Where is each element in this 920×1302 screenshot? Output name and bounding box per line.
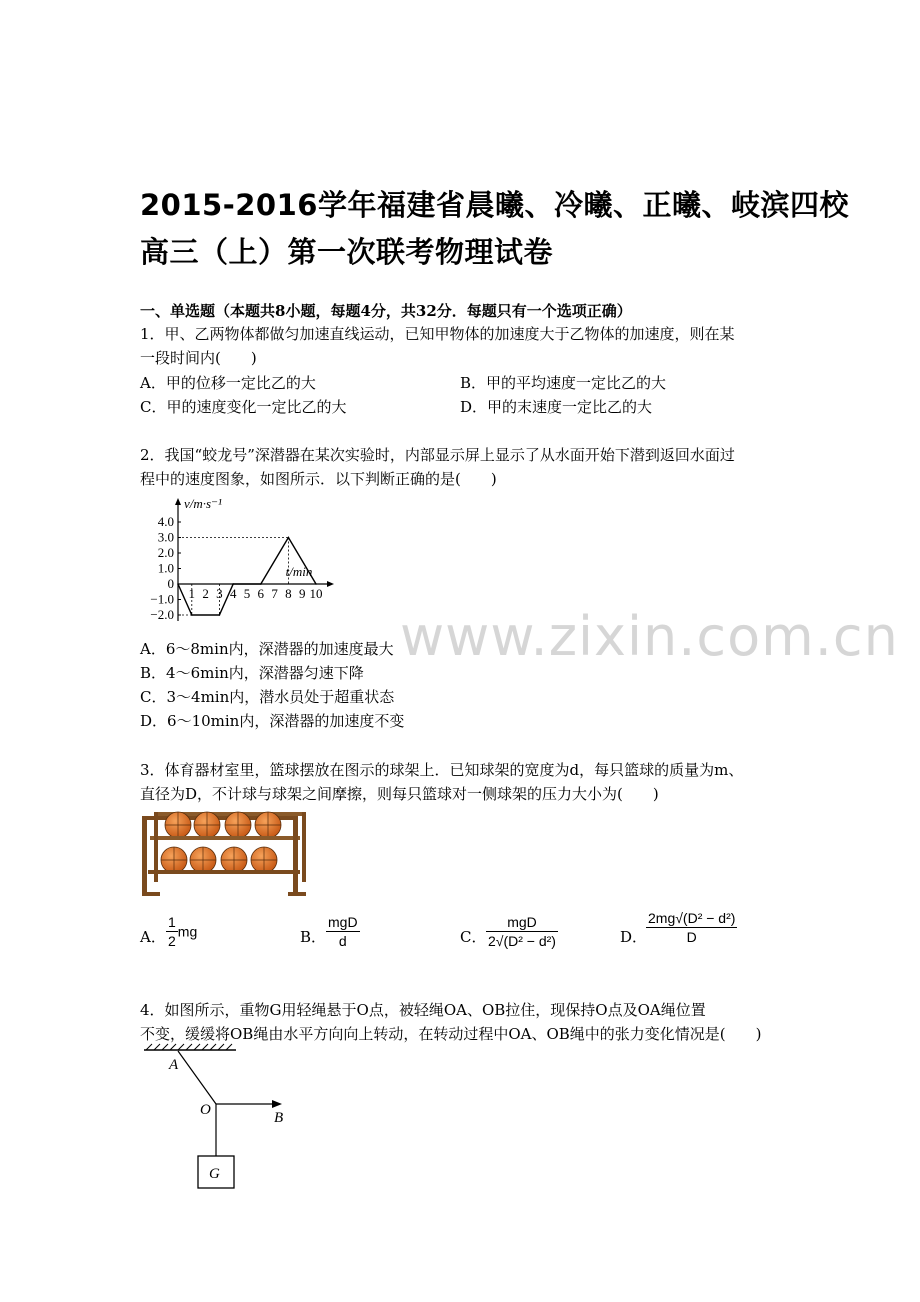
chart-point (232, 583, 234, 585)
ob-arrow-icon (272, 1100, 282, 1108)
q3-option-a-label: A． (140, 928, 166, 946)
chart-y-tick-label: 2.0 (157, 545, 174, 560)
watermark: www.zixin.com.cn (400, 605, 899, 668)
label-b: B (274, 1110, 284, 1126)
q1-option-d: D．甲的末速度一定比乙的大 (460, 398, 653, 416)
q2-option-b: B．4～6min内，深潜器匀速下降 (140, 664, 364, 682)
q3-b-numerator: mgD (328, 914, 358, 930)
chart-x-tick-label: 1 (188, 586, 196, 601)
chart-point (315, 583, 317, 585)
chart-x-axis-label: t/min (285, 564, 313, 579)
chart-x-tick-label: 8 (285, 586, 292, 601)
chart-x-tick-label: 3 (216, 586, 223, 601)
q3-option-a-formula (166, 914, 197, 949)
chart-y-axis-arrow (175, 498, 181, 505)
chart-x-tick-label: 5 (243, 586, 251, 601)
chart-x-tick-label: 9 (298, 586, 306, 601)
chart-x-tick-label: 7 (271, 586, 278, 601)
chart-point (177, 583, 179, 585)
exam-title-line2: 高三（上）第一次联考物理试卷 (140, 235, 554, 269)
q2-option-d: D．6～10min内，深潜器的加速度不变 (140, 712, 405, 730)
q3-a-denominator: 2 (168, 933, 176, 949)
bottom-row-balls (161, 847, 277, 873)
q2-stem-line1: 2．我国“蛟龙号”深潜器在某次实验时，内部显示屏上显示了从水面开始下潜到返回水面过 (140, 446, 735, 464)
basketball-rack-figure (140, 808, 308, 898)
q2-stem-line2: 程中的速度图象，如图所示．以下判断正确的是( ) (140, 470, 497, 488)
q3-d-denominator: D (646, 927, 737, 945)
ceiling-hatch (146, 1044, 232, 1050)
chart-x-axis-arrow (327, 581, 334, 587)
q3-a-tail: mg (177, 923, 198, 940)
chart-x-tick-label: 2 (202, 586, 209, 601)
q3-stem-line1: 3．体育器材室里，篮球摆放在图示的球架上．已知球架的宽度为d，每只篮球的质量为m、 (140, 761, 744, 779)
q4-stem-line2: 不变，缓缓将OB绳由水平方向向上转动，在转动过程中OA、OB绳中的张力变化情况是( ) (140, 1025, 762, 1043)
section-heading: 一、单选题（本题共8小题，每题4分，共32分．每题只有一个选项正确） (140, 302, 632, 320)
chart-y-tick-label: −1.0 (150, 591, 174, 607)
q3-option-b-label: B． (300, 928, 327, 946)
chart-y-tick-label: 1.0 (157, 560, 174, 576)
q3-a-numerator: 1 (168, 914, 176, 930)
q3-d-numerator: 2mg√(D² − d²) (648, 910, 736, 926)
chart-x-tick-label: 4 (229, 586, 237, 601)
chart-point (288, 537, 290, 539)
q3-option-c-label: C． (460, 928, 487, 946)
chart-point (260, 583, 262, 585)
q1-option-c: C．甲的速度变化一定比乙的大 (140, 398, 347, 416)
q1-option-a: A．甲的位移一定比乙的大 (140, 374, 316, 392)
chart-y-tick-label: 0 (167, 576, 174, 591)
chart-y-tick-label: 3.0 (157, 529, 174, 545)
q3-c-denominator: 2√(D² − d²) (488, 933, 556, 949)
chart-x-tick-label: 10 (309, 586, 323, 601)
q2-option-a: A．6～8min内，深潜器的加速度最大 (140, 640, 394, 658)
rack-bottom-rail (148, 870, 300, 874)
q1-option-b: B．甲的平均速度一定比乙的大 (460, 374, 667, 392)
label-a: A (169, 1057, 179, 1073)
label-o: O (200, 1102, 211, 1118)
label-g: G (209, 1166, 220, 1182)
q3-stem-line2: 直径为D，不计球与球架之间摩擦，则每只篮球对一侧球架的压力大小为( ) (140, 785, 659, 803)
q1-stem-line2: 一段时间内( ) (140, 349, 257, 367)
q3-option-b-formula (326, 914, 360, 949)
chart-y-tick-label: −2.0 (150, 607, 174, 622)
exam-title-line1: 2015-2016学年福建省晨曦、冷曦、正曦、岐滨四校 (140, 188, 849, 222)
chart-point (191, 614, 193, 616)
q4-stem-line1: 4．如图所示，重物G用轻绳悬于O点，被轻绳OA、OB拉住，现保持O点及OA绳位置 (140, 1001, 706, 1019)
chart-x-tick-label: 6 (257, 586, 265, 601)
q3-c-numerator: mgD (507, 914, 537, 930)
rope-oa (178, 1051, 216, 1104)
q3-option-c-formula (486, 914, 558, 949)
q3-option-d-formula (646, 910, 737, 945)
chart-point (219, 614, 221, 616)
q1-stem-line1: 1．甲、乙两物体都做匀加速直线运动，已知甲物体的加速度大于乙物体的加速度，则在某 (140, 325, 735, 343)
velocity-time-chart (140, 496, 360, 628)
q3-b-denominator: d (326, 931, 360, 949)
rack-middle-rail (150, 836, 300, 840)
q2-option-c: C．3～4min内，潜水员处于超重状态 (140, 688, 395, 706)
chart-y-axis-label: v/m·s⁻¹ (184, 496, 222, 511)
chart-y-tick-label: 4.0 (157, 514, 174, 529)
rope-tension-figure (140, 1042, 300, 1194)
q3-option-d-label: D． (620, 928, 648, 946)
